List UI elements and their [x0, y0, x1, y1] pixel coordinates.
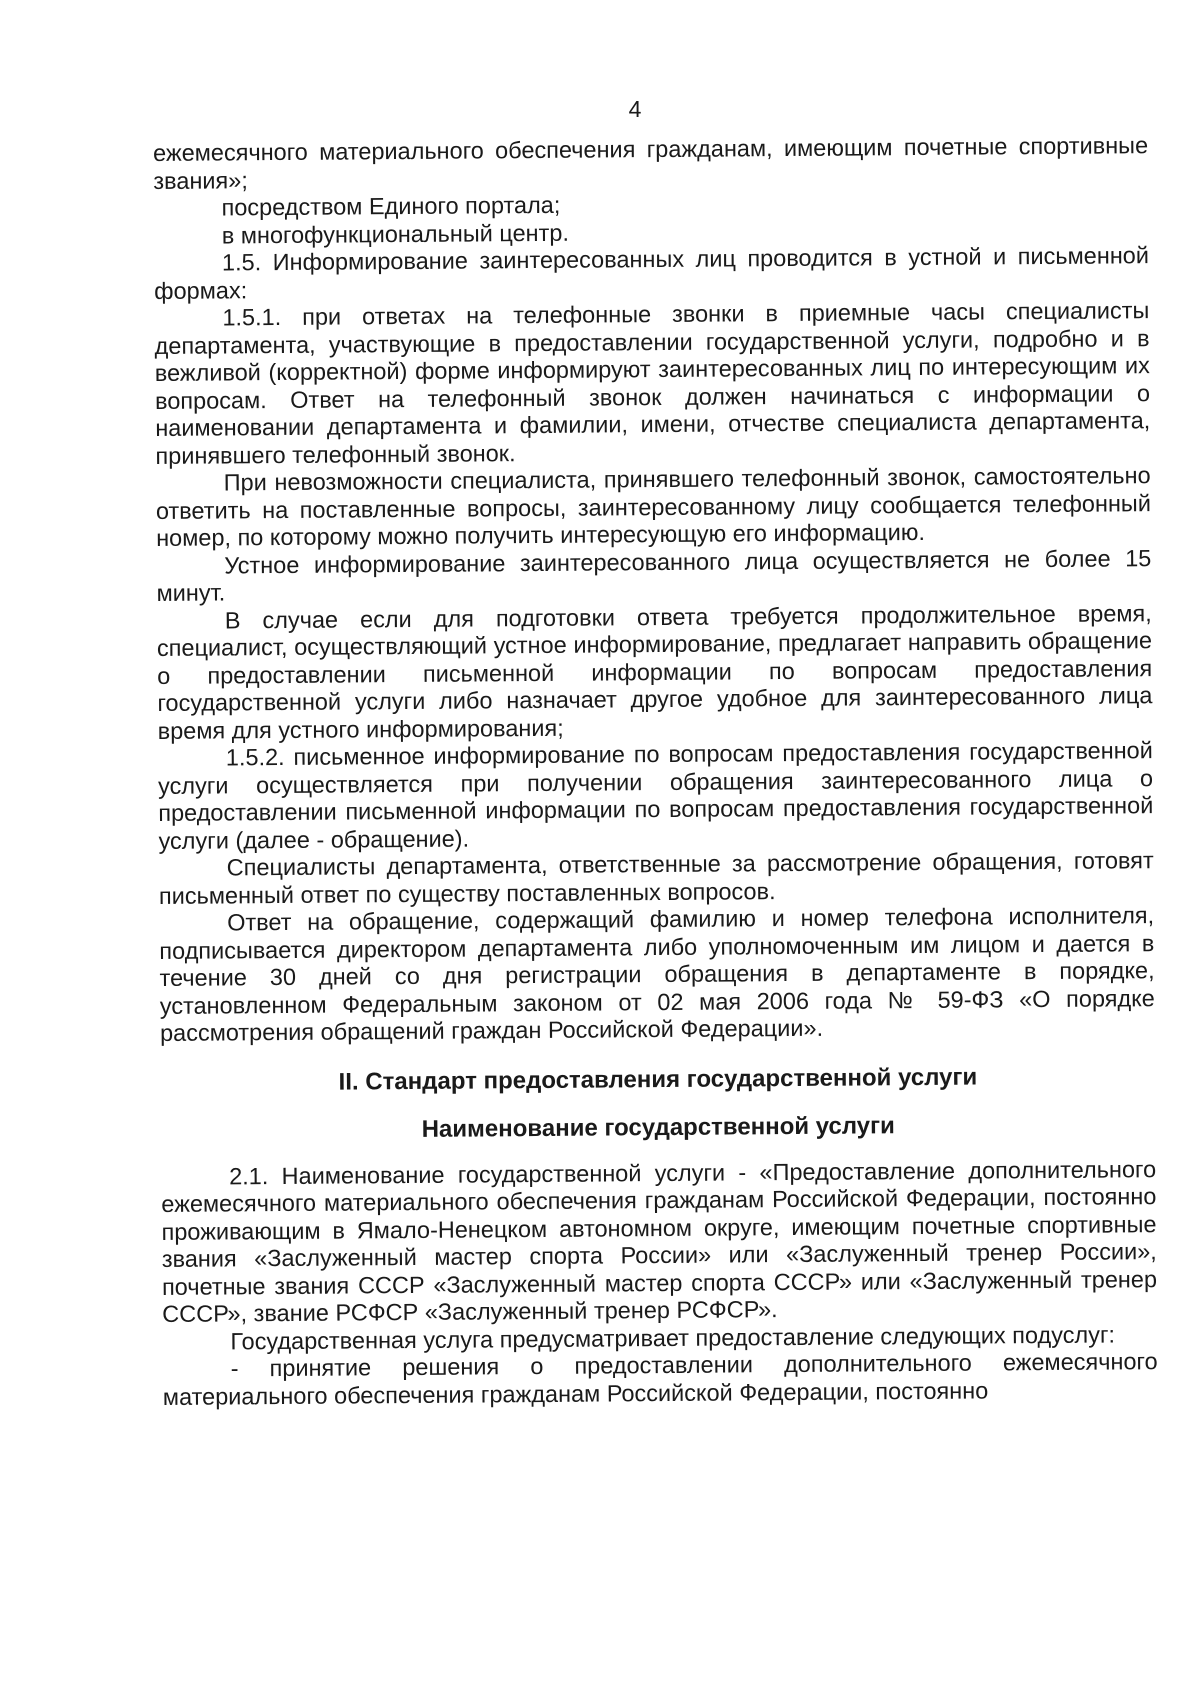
paragraph: При невозможности специалиста, принявшего телефонный звонок, самостоятельно ответить на поставленные вопросы, заинтересованному лицу сообщается телефонный номер, по которому можно получить интересующую его информацию.: [155, 462, 1151, 551]
paragraph: Ответ на обращение, содержащий фамилию и номер телефона исполнителя, подписывается директором департамента либо уполномоченным им лицом и дается в течение 30 дней со дня регистрации обращения в департаменте в порядке, установленном Федеральным законом от 02 мая 2006 года № 59-ФЗ «О порядке рассмотрения обращений граждан Российской Федерации».: [159, 902, 1155, 1046]
paragraph: Специалисты департамента, ответственные за рассмотрение обращения, готовят письменный ответ по существу поставленных вопросов.: [158, 847, 1154, 909]
subsection-heading: Наименование государственной услуги: [421, 1111, 895, 1143]
paragraph: ежемесячного материального обеспечения гражданам, имеющим почетные спортивные звания»;: [153, 132, 1149, 194]
page-number: 4: [628, 96, 642, 122]
section-2-text: [161, 1156, 1158, 1411]
paragraph: - принятие решения о предоставлении дополнительного ежемесячного материального обеспечения гражданам Российской Федерации, постоянно: [162, 1348, 1158, 1410]
paragraph: В случае если для подготовки ответа требуется продолжительное время, специалист, осуществляющий устное информирование, предлагает направить обращение о предоставлении письменной информации по вопросам предоставления государственной услуги либо назначает другое удобное для заинтересованного лица время для устного информирования;: [156, 599, 1153, 744]
document-body: [153, 132, 1158, 1411]
paragraph: в многофункциональный центр.: [221, 219, 570, 248]
paragraph: 1.5.2. письменное информирование по вопросам предоставления государственной услуги осуществляется при получении обращения заинтересованного лица о предоставлении письменной информации по вопросам предоставления государственной услуги (далее - обращение).: [157, 737, 1154, 854]
paragraph: 2.1. Наименование государственной услуги - «Предоставление дополнительного ежемесячного материального обеспечения гражданам Российской Федерации, постоянно проживающим в Ямало-Ненецком автономном округе, имеющим почетные спортивные звания «Заслуженный мастер спорта России» или «Заслуженный тренер России», почетные звания СССР «Заслуженный мастер спорта СССР» или «Заслуженный тренер СССР», звание РСФСР «Заслуженный тренер РСФСР».: [161, 1155, 1158, 1327]
paragraph: 1.5.1. при ответах на телефонные звонки в приемные часы специалисты департамента, участвующие в предоставлении государственной услуги, подробно и в вежливой (корректной) форме информируют заинтересованных лиц по интересующим их вопросам. Ответ на телефонный звонок должен начинаться с информации о наименовании департамента и фамилии, имени, отчестве специалиста департамента, принявшего телефонный звонок.: [154, 297, 1151, 469]
paragraph: Устное информирование заинтересованного лица осуществляется не более 15 минут.: [156, 544, 1152, 606]
section-1-text: [153, 132, 1155, 1047]
paragraph: посредством Единого портала;: [221, 191, 561, 221]
paragraph: Государственная услуга предусматривает предоставление следующих подуслуг:: [230, 1320, 1116, 1354]
paragraph: 1.5. Информирование заинтересованных лиц проводится в устной и письменной формах:: [154, 242, 1150, 304]
section-heading: II. Стандарт предоставления государственной услуги: [338, 1063, 978, 1096]
